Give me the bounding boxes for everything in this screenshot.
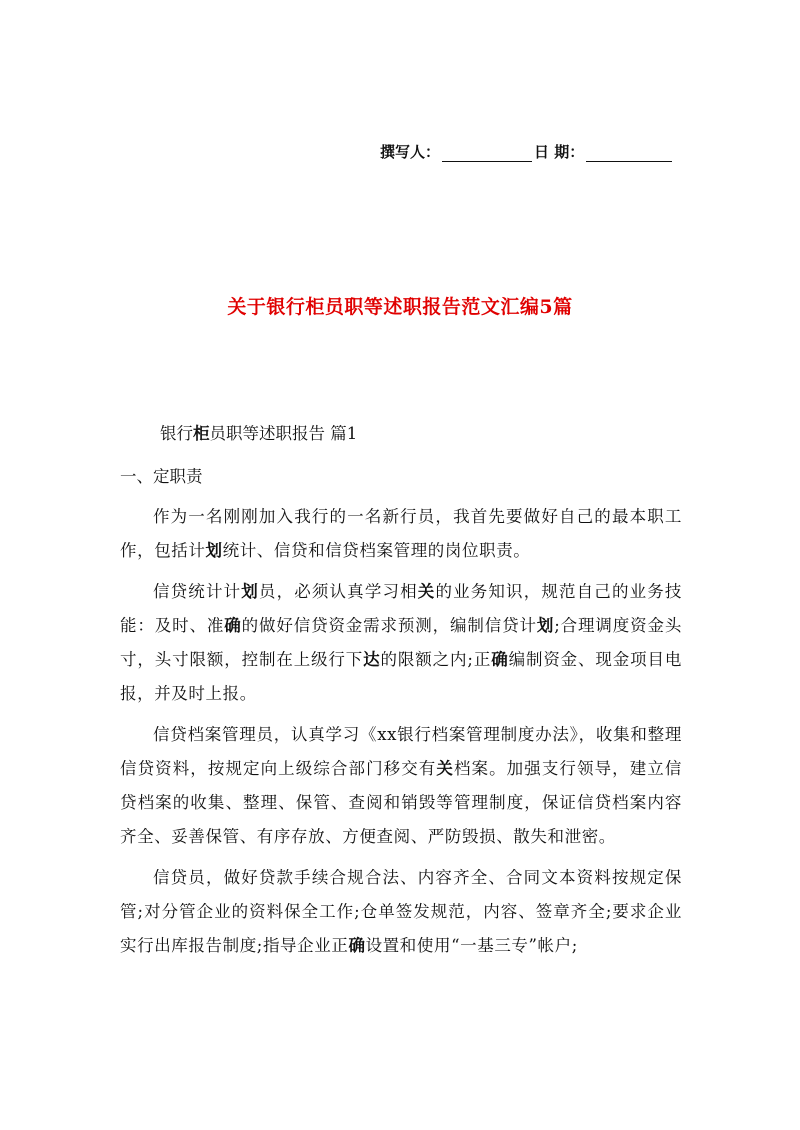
date-blank xyxy=(586,145,672,162)
text-segment: 信贷员，做好贷款手续合规合法、内容齐全、合同文本资料按规定保管;对分管企业的资料保全工作;仓单签发规范，内容、签章齐全;要求企业实行出库报告制度;指导企业正 xyxy=(120,868,682,955)
paragraph xyxy=(120,718,682,854)
text-segment: 的做好信贷资金需求预测，编制信贷计 xyxy=(241,616,537,635)
body-text xyxy=(120,500,682,970)
text-segment: 信贷统计计 xyxy=(153,582,242,601)
text-segment: 的限额之内;正 xyxy=(380,650,492,669)
text-segment: 档案。加强支行领导，建立信贷档案的收集、整理、保管、查阅和销毁等管理制度，保证信贷档案内容齐全、妥善保管、有序存放、方便查阅、严防毁损、散失和泄密。 xyxy=(120,759,682,846)
text-segment: 统计、信贷和信贷档案管理的岗位职责。 xyxy=(222,541,531,560)
bold-char: 达 xyxy=(363,650,381,669)
sub-heading: 一、定职责 xyxy=(120,467,203,486)
text-segment: 作为一名刚刚加入我行的一名新行员，我首先要做好自己的最本职工作，包括计 xyxy=(120,507,682,560)
paragraph xyxy=(120,861,682,963)
text-segment: 编制资金、现金项目电报，并及时上报。 xyxy=(120,650,682,703)
bold-char: 确 xyxy=(491,650,509,669)
paragraph xyxy=(120,500,682,568)
bold-char: 划 xyxy=(536,616,555,635)
section-heading-part1: 银行 xyxy=(160,424,193,443)
text-segment: 设置和使用“一基三专”帐户; xyxy=(365,936,578,955)
text-segment: 的业务知识，规范自己的业务技能：及时、准 xyxy=(120,582,682,635)
document-title: 关于银行柜员职等述职报告范文汇编5篇 xyxy=(227,296,573,318)
text-segment: 员，必须认真学习相 xyxy=(258,582,418,601)
author-blank xyxy=(442,145,532,162)
text-segment: ;合理调度资金头寸，头寸限额，控制在上级行下 xyxy=(120,616,682,669)
bold-char: 确 xyxy=(224,616,242,635)
section-heading-bold: 柜 xyxy=(193,424,210,443)
bold-char: 确 xyxy=(348,936,366,955)
bold-char: 关 xyxy=(436,759,454,778)
paragraph xyxy=(120,575,682,711)
section-heading-part2: 员职等述职报告 篇1 xyxy=(209,424,358,443)
section-heading xyxy=(160,420,357,444)
author-date-line xyxy=(380,138,680,162)
date-label: 日 期： xyxy=(534,143,585,161)
bold-char: 划 xyxy=(205,541,223,560)
author-label: 撰写人： xyxy=(380,143,441,161)
bold-char: 关 xyxy=(417,582,436,601)
text-segment: 信贷档案管理员，认真学习《xx银行档案管理制度办法》，收集和整理信贷资料，按规定向上级综合部门移交有 xyxy=(120,725,682,778)
bold-char: 划 xyxy=(241,582,259,601)
